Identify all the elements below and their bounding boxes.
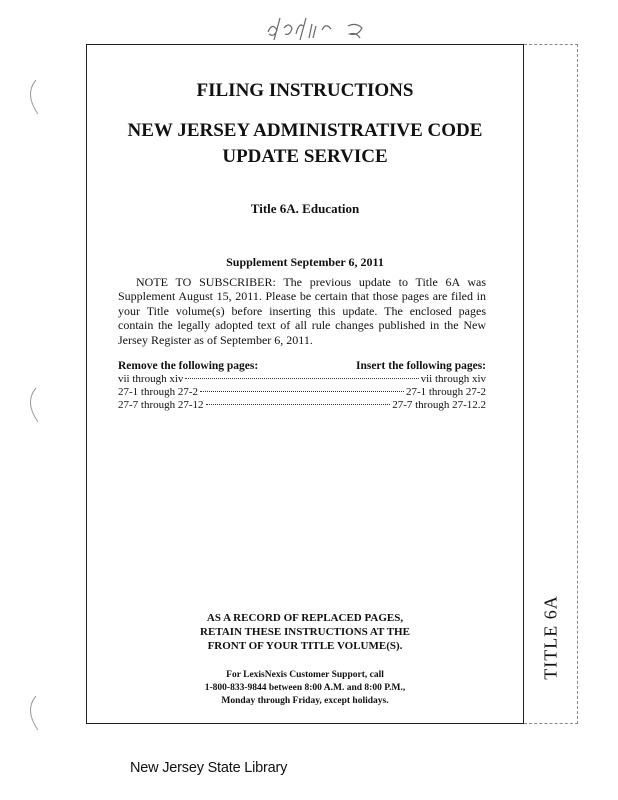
table-row — [118, 399, 486, 412]
insert-pages: vii through xiv — [420, 373, 486, 385]
code-heading-line1: NEW JERSEY ADMINISTRATIVE CODE — [127, 120, 483, 141]
insert-pages: 27-1 through 27-2 — [405, 386, 486, 398]
punch-hole-mark — [22, 78, 44, 116]
library-stamp: New Jersey State Library — [130, 760, 288, 776]
dot-leader — [200, 391, 404, 392]
page-title: FILING INSTRUCTIONS — [196, 80, 414, 101]
page-replacement-table — [118, 359, 486, 412]
title-tab — [523, 594, 579, 680]
remove-pages: 27-1 through 27-2 — [118, 386, 199, 398]
punch-hole-mark — [22, 386, 44, 424]
insert-pages: 27-7 through 27-12.2 — [392, 399, 486, 411]
dot-leader — [185, 378, 418, 379]
remove-pages: 27-7 through 27-12 — [118, 399, 204, 411]
insert-header: Insert the following pages: — [355, 360, 486, 372]
customer-support — [86, 669, 524, 708]
note-to-subscriber: NOTE TO SUBSCRIBER: The previous update to Title 6A was Supplement August 15, 2011. Please be certain that those pages are filed in your Title volume(s) before inserting this update. The enclosed pages contain the legally adopted text of all rule changes published in the New Jersey Register as of September 6, 2011. — [118, 275, 486, 347]
record-notice-line2: RETAIN THESE INSTRUCTIONS AT THE — [200, 626, 410, 638]
remove-pages: vii through xiv — [118, 373, 184, 385]
title-subject: Title 6A. Education — [250, 201, 360, 216]
remove-header: Remove the following pages: — [118, 360, 259, 372]
table-header — [118, 359, 486, 373]
customer-support-line2: 1-800-833-9844 between 8:00 A.M. and 8:00 P.M., — [204, 683, 406, 693]
table-row — [118, 386, 486, 399]
record-notice-line3: FRONT OF YOUR TITLE VOLUME(S). — [207, 640, 403, 652]
supplement-date: Supplement September 6, 2011 — [226, 255, 384, 269]
tab-label-text: TITLE 6A — [540, 594, 561, 680]
record-notice — [86, 611, 524, 653]
punch-hole-mark — [22, 694, 44, 732]
code-heading — [86, 118, 524, 170]
customer-support-line1: For LexisNexis Customer Support, call — [226, 670, 384, 680]
dot-leader — [206, 404, 391, 405]
code-heading-line2: UPDATE SERVICE — [222, 146, 388, 167]
customer-support-line3: Monday through Friday, except holidays. — [221, 696, 389, 706]
handwritten-note — [262, 14, 382, 42]
table-row — [118, 373, 486, 386]
record-notice-line1: AS A RECORD OF REPLACED PAGES, — [206, 612, 404, 624]
